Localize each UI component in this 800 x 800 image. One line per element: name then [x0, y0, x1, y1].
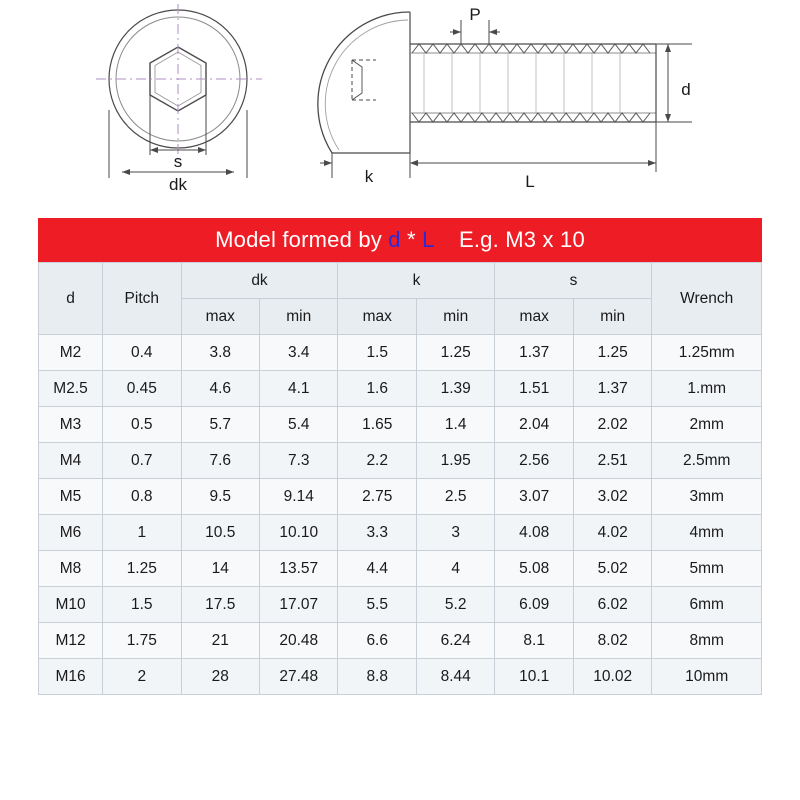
cell-d: M16	[39, 659, 103, 695]
cell-dk-min: 3.4	[260, 335, 338, 371]
cell-s-max: 1.37	[495, 335, 573, 371]
header-d: d	[39, 263, 103, 335]
model-format-text	[215, 227, 585, 253]
cell-dk-min: 17.07	[260, 587, 338, 623]
label-p: P	[469, 5, 481, 24]
cell-pitch: 0.45	[103, 371, 181, 407]
cell-k-min: 2.5	[416, 479, 494, 515]
table-row	[39, 659, 762, 695]
cell-pitch: 0.7	[103, 443, 181, 479]
header-k: k	[338, 263, 495, 299]
header-pitch: Pitch	[103, 263, 181, 335]
model-format-banner	[38, 218, 762, 262]
cell-pitch: 1	[103, 515, 181, 551]
cell-k-max: 2.2	[338, 443, 416, 479]
table-row	[39, 335, 762, 371]
cell-pitch: 1.75	[103, 623, 181, 659]
header-s: s	[495, 263, 652, 299]
cell-s-max: 1.51	[495, 371, 573, 407]
cell-d: M3	[39, 407, 103, 443]
table-header	[39, 263, 762, 335]
cell-k-min: 1.25	[416, 335, 494, 371]
cell-d: M4	[39, 443, 103, 479]
cell-wrench: 2.5mm	[652, 443, 762, 479]
cell-k-min: 8.44	[416, 659, 494, 695]
cell-wrench: 6mm	[652, 587, 762, 623]
cell-dk-min: 13.57	[260, 551, 338, 587]
title-d: d	[388, 227, 401, 252]
cell-k-max: 5.5	[338, 587, 416, 623]
cell-dk-min: 7.3	[260, 443, 338, 479]
cell-wrench: 2mm	[652, 407, 762, 443]
title-prefix: Model formed by	[215, 227, 389, 252]
title-suffix: E.g. M3 x 10	[433, 227, 585, 252]
cell-k-max: 1.5	[338, 335, 416, 371]
cell-s-min: 5.02	[573, 551, 651, 587]
header-k-min: min	[416, 299, 494, 335]
cell-k-max: 6.6	[338, 623, 416, 659]
cell-wrench: 4mm	[652, 515, 762, 551]
header-dk-min: min	[260, 299, 338, 335]
label-d: d	[681, 80, 691, 99]
cell-dk-max: 5.7	[181, 407, 259, 443]
cell-d: M12	[39, 623, 103, 659]
table-row	[39, 515, 762, 551]
title-star: *	[400, 227, 423, 252]
cell-pitch: 0.8	[103, 479, 181, 515]
cell-dk-max: 4.6	[181, 371, 259, 407]
cell-s-max: 6.09	[495, 587, 573, 623]
screw-spec-table	[38, 262, 762, 695]
cell-dk-min: 20.48	[260, 623, 338, 659]
cell-dk-max: 14	[181, 551, 259, 587]
table-row	[39, 371, 762, 407]
cell-s-min: 3.02	[573, 479, 651, 515]
cell-k-max: 4.4	[338, 551, 416, 587]
cell-s-min: 1.25	[573, 335, 651, 371]
cell-dk-max: 7.6	[181, 443, 259, 479]
header-dk: dk	[181, 263, 338, 299]
cell-s-min: 8.02	[573, 623, 651, 659]
cell-s-max: 3.07	[495, 479, 573, 515]
cell-d: M2.5	[39, 371, 103, 407]
cell-dk-min: 4.1	[260, 371, 338, 407]
cell-dk-min: 9.14	[260, 479, 338, 515]
cell-d: M10	[39, 587, 103, 623]
header-s-max: max	[495, 299, 573, 335]
label-s: s	[173, 152, 183, 171]
cell-s-max: 5.08	[495, 551, 573, 587]
header-k-max: max	[338, 299, 416, 335]
cell-pitch: 1.5	[103, 587, 181, 623]
cell-s-max: 10.1	[495, 659, 573, 695]
cell-s-min: 2.51	[573, 443, 651, 479]
cell-wrench: 1.25mm	[652, 335, 762, 371]
cell-dk-max: 17.5	[181, 587, 259, 623]
cell-wrench: 5mm	[652, 551, 762, 587]
cell-d: M2	[39, 335, 103, 371]
cell-dk-max: 21	[181, 623, 259, 659]
cell-dk-min: 27.48	[260, 659, 338, 695]
cell-wrench: 8mm	[652, 623, 762, 659]
title-l: L	[422, 227, 434, 252]
cell-k-max: 8.8	[338, 659, 416, 695]
cell-wrench: 10mm	[652, 659, 762, 695]
cell-dk-max: 28	[181, 659, 259, 695]
cell-k-min: 1.4	[416, 407, 494, 443]
cell-s-min: 6.02	[573, 587, 651, 623]
cell-k-min: 1.39	[416, 371, 494, 407]
cell-k-max: 2.75	[338, 479, 416, 515]
screw-dimension-diagram	[0, 0, 800, 208]
cell-k-min: 5.2	[416, 587, 494, 623]
cell-dk-max: 3.8	[181, 335, 259, 371]
cell-s-max: 2.56	[495, 443, 573, 479]
cell-pitch: 0.5	[103, 407, 181, 443]
label-L: L	[525, 172, 535, 191]
cell-k-min: 3	[416, 515, 494, 551]
table-row	[39, 479, 762, 515]
cell-k-max: 1.6	[338, 371, 416, 407]
cell-s-min: 1.37	[573, 371, 651, 407]
cell-dk-min: 5.4	[260, 407, 338, 443]
cell-pitch: 2	[103, 659, 181, 695]
cell-wrench: 3mm	[652, 479, 762, 515]
cell-s-max: 8.1	[495, 623, 573, 659]
table-body	[39, 335, 762, 695]
cell-dk-max: 10.5	[181, 515, 259, 551]
header-s-min: min	[573, 299, 651, 335]
cell-s-min: 4.02	[573, 515, 651, 551]
cell-dk-max: 9.5	[181, 479, 259, 515]
cell-k-min: 1.95	[416, 443, 494, 479]
cell-k-max: 1.65	[338, 407, 416, 443]
table-row	[39, 623, 762, 659]
header-wrench: Wrench	[652, 263, 762, 335]
cell-s-min: 10.02	[573, 659, 651, 695]
cell-k-min: 4	[416, 551, 494, 587]
cell-pitch: 1.25	[103, 551, 181, 587]
cell-wrench: 1.mm	[652, 371, 762, 407]
label-k: k	[364, 167, 374, 186]
cell-s-max: 2.04	[495, 407, 573, 443]
cell-pitch: 0.4	[103, 335, 181, 371]
label-dk: dk	[169, 175, 187, 194]
table-row	[39, 587, 762, 623]
header-dk-max: max	[181, 299, 259, 335]
cell-d: M6	[39, 515, 103, 551]
cell-s-min: 2.02	[573, 407, 651, 443]
cell-dk-min: 10.10	[260, 515, 338, 551]
cell-d: M8	[39, 551, 103, 587]
table-row	[39, 443, 762, 479]
cell-k-max: 3.3	[338, 515, 416, 551]
side-view-icon	[318, 12, 656, 153]
table-row	[39, 407, 762, 443]
table-header-row-groups	[39, 263, 762, 299]
cell-s-max: 4.08	[495, 515, 573, 551]
cell-d: M5	[39, 479, 103, 515]
table-row	[39, 551, 762, 587]
cell-k-min: 6.24	[416, 623, 494, 659]
